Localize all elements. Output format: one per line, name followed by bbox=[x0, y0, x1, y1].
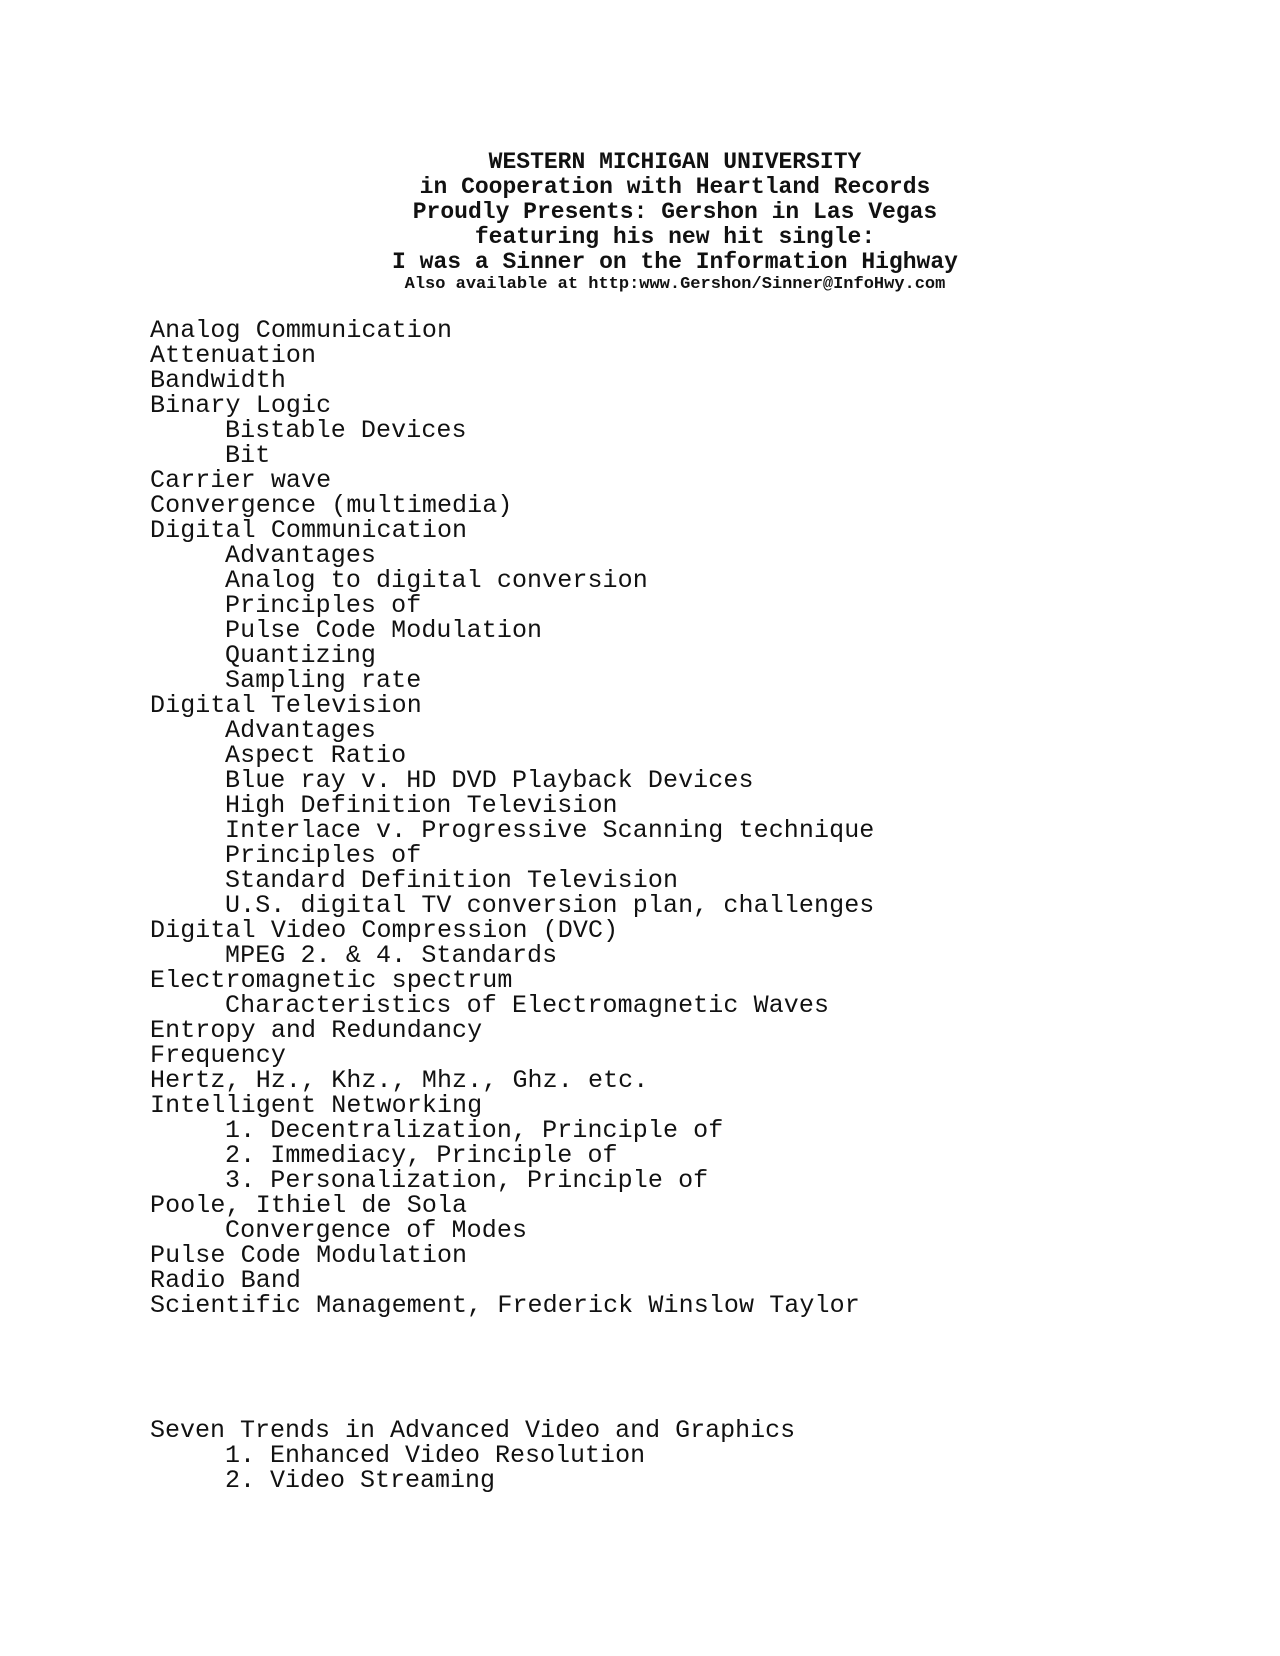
outline-topic: Radio Band bbox=[150, 1266, 302, 1295]
outline-subtopic: Characteristics of Electromagnetic Waves bbox=[225, 991, 830, 1020]
outline-subtopic: 3. Personalization, Principle of bbox=[225, 1166, 709, 1195]
outline-subtopic: Convergence of Modes bbox=[225, 1216, 528, 1245]
outline-topic: Entropy and Redundancy bbox=[150, 1016, 483, 1045]
document-header bbox=[0, 150, 1280, 295]
outline-subtopic: 2. Immediacy, Principle of bbox=[225, 1141, 618, 1170]
outline-subtopic: Advantages bbox=[225, 541, 377, 570]
outline-subtopic: Principles of bbox=[225, 841, 422, 870]
outline-topic: Electromagnetic spectrum bbox=[150, 966, 513, 995]
outline-subtopic: Principles of bbox=[225, 591, 422, 620]
header-single-title: I was a Sinner on the Information Highway bbox=[392, 249, 958, 275]
trends-topic: Seven Trends in Advanced Video and Graphics bbox=[150, 1416, 796, 1445]
header-presents: Proudly Presents: Gershon in Las Vegas bbox=[412, 199, 938, 225]
outline-topic: Convergence (multimedia) bbox=[150, 491, 513, 520]
header-university: WESTERN MICHIGAN UNIVERSITY bbox=[488, 149, 862, 175]
outline-subtopic: Sampling rate bbox=[225, 666, 422, 695]
header-cooperation: in Cooperation with Heartland Records bbox=[419, 174, 931, 200]
outline-topic: Scientific Management, Frederick Winslow Taylor bbox=[150, 1291, 860, 1320]
outline-subtopic: High Definition Television bbox=[225, 791, 618, 820]
outline-topic: Carrier wave bbox=[150, 466, 332, 495]
outline-topic: Attenuation bbox=[150, 341, 317, 370]
outline-subtopic: Bit bbox=[225, 441, 271, 470]
outline-topic: Frequency bbox=[150, 1041, 286, 1070]
outline-subtopic: U.S. digital TV conversion plan, challenges bbox=[225, 891, 875, 920]
topic-outline bbox=[150, 318, 874, 1318]
outline-topic: Digital Communication bbox=[150, 516, 468, 545]
outline-subtopic: Quantizing bbox=[225, 641, 377, 670]
trends-subtopic: 1. Enhanced Video Resolution bbox=[225, 1441, 646, 1470]
outline-topic: Bandwidth bbox=[150, 366, 286, 395]
outline-topic: Digital Television bbox=[150, 691, 422, 720]
outline-subtopic: Analog to digital conversion bbox=[225, 566, 648, 595]
outline-subtopic: Standard Definition Television bbox=[225, 866, 679, 895]
outline-topic: Intelligent Networking bbox=[150, 1091, 483, 1120]
outline-subtopic: MPEG 2. & 4. Standards bbox=[225, 941, 558, 970]
outline-topic: Hertz, Hz., Khz., Mhz., Ghz. etc. bbox=[150, 1066, 649, 1095]
outline-subtopic: Aspect Ratio bbox=[225, 741, 407, 770]
header-featuring: featuring his new hit single: bbox=[474, 224, 876, 250]
outline-topic: Analog Communication bbox=[150, 316, 453, 345]
outline-topic: Poole, Ithiel de Sola bbox=[150, 1191, 468, 1220]
outline-subtopic: Advantages bbox=[225, 716, 377, 745]
trends-outline bbox=[150, 1418, 795, 1493]
outline-subtopic: Interlace v. Progressive Scanning technique bbox=[225, 816, 875, 845]
outline-subtopic: Pulse Code Modulation bbox=[225, 616, 543, 645]
outline-subtopic: Blue ray v. HD DVD Playback Devices bbox=[225, 766, 754, 795]
outline-topic: Digital Video Compression (DVC) bbox=[150, 916, 619, 945]
trends-subtopic: 2. Video Streaming bbox=[225, 1466, 496, 1495]
header-availability: Also available at http:www.Gershon/Sinner@InfoHwy.com bbox=[404, 275, 946, 294]
outline-subtopic: Bistable Devices bbox=[225, 416, 467, 445]
outline-subtopic: 1. Decentralization, Principle of bbox=[225, 1116, 724, 1145]
outline-topic: Binary Logic bbox=[150, 391, 332, 420]
outline-topic: Pulse Code Modulation bbox=[150, 1241, 468, 1270]
